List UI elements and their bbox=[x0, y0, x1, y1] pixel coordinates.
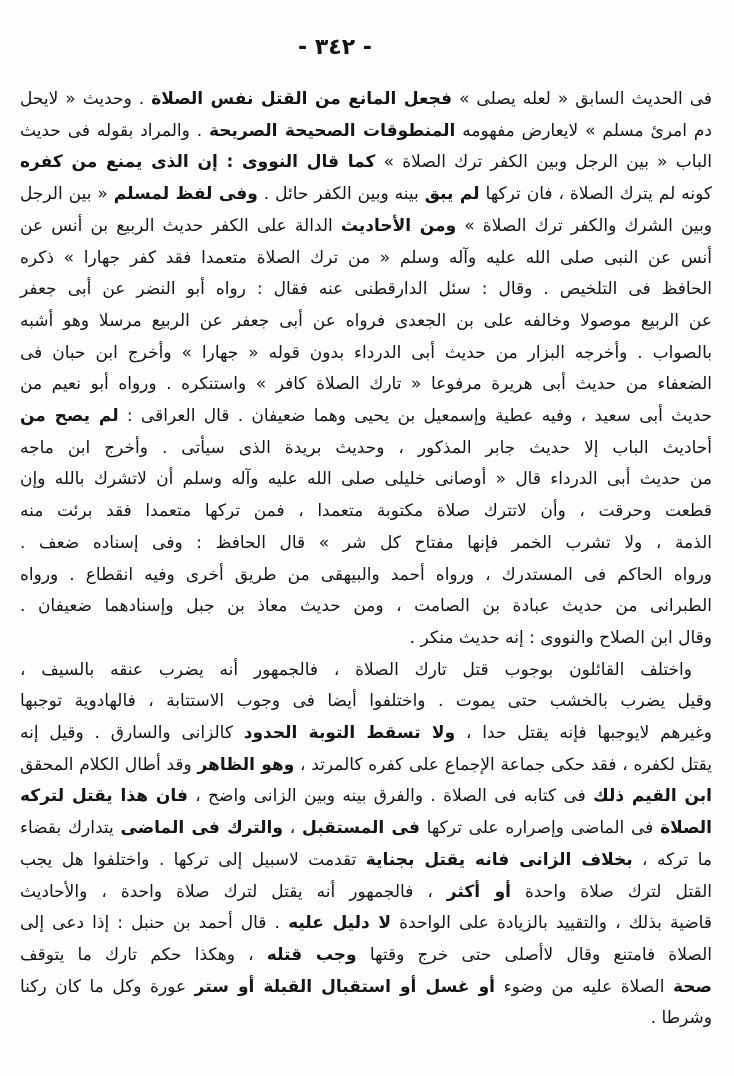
text-line bbox=[20, 401, 712, 433]
text-run: « بين الرجل bbox=[20, 184, 114, 205]
text-run: قطعت وحرقت ، وأن لاتترك صلاة مكتوبة متعمدا ، فمن تركها متعمدا فقد برئت منه bbox=[20, 501, 712, 522]
emphasized-text: وجب قتله bbox=[266, 944, 357, 965]
emphasized-text: فان هذا يقتل لتركه bbox=[20, 786, 188, 807]
text-run: قاضية بذلك ، والتقييد بالزيادة على الواحدة bbox=[391, 913, 712, 934]
text-run: الصلاة عليه من وضوء bbox=[495, 976, 673, 997]
text-run: دم امرئ مسلم » لايعارض مفهومه bbox=[455, 120, 712, 141]
text-line bbox=[20, 686, 712, 718]
text-run: وغيرهم لايوجبها فإنه يقتل حدا ، bbox=[455, 723, 712, 744]
text-run: ، bbox=[282, 818, 303, 839]
emphasized-text: لا دليل عليه bbox=[288, 913, 391, 934]
text-line bbox=[20, 211, 712, 243]
text-run: الدالة على الكفر حديث الربيع بن أنس عن bbox=[20, 215, 341, 236]
text-line bbox=[20, 274, 712, 306]
text-run: عن الربيع موصولا وخالفه على بن الجعدى فرواه عن أبى جعفر عن الربيع مرسلا وهو أشبه bbox=[20, 310, 712, 331]
text-run: . قال أحمد بن حنبل : إذا دعى إلى bbox=[20, 913, 289, 934]
text-line bbox=[20, 1003, 712, 1035]
text-run: وشرطا . bbox=[650, 1008, 712, 1029]
text-run: القتل لترك صلاة واحدة bbox=[511, 881, 712, 902]
text-run: الحافظ فى التلخيص . وقال : سئل الدارقطنى عنه فقال : رواه أبو النضر عن أبى جعفر bbox=[20, 279, 712, 300]
paragraph bbox=[20, 655, 712, 1035]
text-line bbox=[20, 813, 712, 845]
emphasized-text: أو أكثر bbox=[446, 881, 511, 902]
text-run: فى الماضى وإصراره على تركها bbox=[419, 818, 661, 839]
emphasized-text: ولا تسقط التوبة الحدود bbox=[243, 723, 456, 744]
emphasized-text: ابن القيم ذلك bbox=[593, 786, 713, 807]
text-run: الصلاة فامتنع وقال لاأصلى حتى خرج وقتها bbox=[356, 944, 712, 965]
text-line bbox=[20, 972, 712, 1004]
text-line bbox=[20, 179, 712, 211]
text-run: . والمراد بقوله فى حديث bbox=[20, 120, 209, 141]
page-number: - ٣٤٢ - bbox=[298, 35, 372, 60]
text-run: فى الحديث السابق « لعله يصلى » bbox=[451, 89, 712, 109]
emphasized-text: المنطوقات الصحيحة الصريحة bbox=[209, 120, 456, 141]
page-body-text bbox=[20, 84, 712, 1035]
text-run: ، وهكذا حكم تارك ما يتوقف bbox=[20, 944, 267, 965]
text-line bbox=[20, 84, 712, 116]
text-line bbox=[20, 877, 712, 909]
text-run: يتدارك بقضاء bbox=[20, 818, 121, 839]
emphasized-text: أو غسل أو استقبال القبلة أو ستر bbox=[194, 976, 496, 997]
emphasized-text: صحة bbox=[672, 976, 712, 997]
text-line bbox=[20, 306, 712, 338]
text-run: عورة وكل ما كان ركنا bbox=[20, 976, 195, 997]
text-run: بالصواب . وأخرجه البزار من حديث أبى الدرداء بدون قوله « جهارا » وأخرج ابن حبان فى bbox=[20, 342, 712, 363]
text-run: كونه لم يترك الصلاة ، فان تركها bbox=[479, 184, 712, 205]
emphasized-text: لم يصح من bbox=[20, 406, 119, 427]
text-line bbox=[20, 369, 712, 401]
emphasized-text: وهو الظاهر bbox=[197, 754, 295, 775]
text-run: وقد أطال الكلام المحقق bbox=[20, 754, 198, 775]
emphasized-text: وفى لفظ لمسلم bbox=[113, 184, 258, 205]
text-run: وقيل يضرب بالخشب حتى يموت . واختلفوا أيضا فى وجوب الاستتابة ، فالهادوية توجبها bbox=[20, 691, 712, 712]
text-line bbox=[20, 940, 712, 972]
text-line bbox=[20, 243, 712, 275]
text-line bbox=[20, 116, 712, 148]
text-line bbox=[20, 718, 712, 750]
emphasized-text: فى المستقبل bbox=[302, 818, 420, 839]
text-run: يقتل لكفره ، فقد حكى جماعة الإجماع على كفره كالمرتد ، bbox=[294, 754, 713, 775]
text-run: الضعفاء من حديث أبى هريرة مرفوعا « تارك الصلاة كافر » واستنكره . ورواه أبو نعيم من bbox=[20, 374, 712, 395]
text-run: كالزانى والسارق . وقيل إنه bbox=[20, 723, 244, 744]
text-line bbox=[20, 496, 712, 528]
text-line bbox=[20, 623, 712, 655]
text-line bbox=[20, 433, 712, 465]
emphasized-text: فجعل المانع من القتل نفس الصلاة bbox=[151, 89, 452, 109]
text-run: من حديث أبى الدرداء قال « أوصانى خليلى صلى الله عليه وآله وسلم أن لاتشرك بالله وإن bbox=[20, 469, 712, 490]
text-run: تقدمت لاسبيل إلى تركها . واختلفوا هل يجب bbox=[20, 849, 366, 870]
text-run: الذمة ، ولا تشرب الخمر فإنها مفتاح كل شر » قال الحافظ : وفى إسناده ضعف . bbox=[20, 532, 712, 553]
text-line bbox=[20, 655, 712, 687]
text-run: أنس عن النبى صلى الله عليه وآله وسلم « من ترك الصلاة متعمدا فقد كفر جهارا » ذكره bbox=[20, 247, 712, 268]
emphasized-text: لم يبق bbox=[424, 184, 480, 205]
text-run: وبين الشرك والكفر ترك الصلاة » bbox=[456, 215, 713, 236]
emphasized-text: كما قال النووى : إن الذى يمنع من كفره bbox=[20, 152, 376, 173]
text-run: واختلف القائلون بوجوب قتل تارك الصلاة ، فالجمهور أنه يضرب عنقه بالسيف ، bbox=[20, 659, 692, 680]
text-run: بينه وبين الكفر حائل . bbox=[257, 184, 425, 205]
text-run: أحاديث الباب إلا حديث جابر المذكور ، وحديث بريدة الذى سيأتى . وأخرج ابن ماجه bbox=[20, 437, 712, 458]
text-run: حديث أبى سعيد ، وفيه عطية وإسمعيل بن يحيى وهما ضعيفان . قال العراقى : bbox=[118, 406, 712, 427]
emphasized-text: ومن الأحاديث bbox=[340, 215, 457, 236]
emphasized-text: بخلاف الزانى فانه يقتل بجناية bbox=[365, 849, 633, 870]
text-line bbox=[20, 338, 712, 370]
text-line bbox=[20, 464, 712, 496]
paragraph bbox=[20, 84, 712, 655]
text-run: . وحديث « لايحل bbox=[20, 89, 152, 109]
text-run: ورواه الحاكم فى المستدرك ، ورواه أحمد والبيهقى من طريق أخرى وفيه انقطاع . ورواه bbox=[20, 564, 712, 585]
text-run: الباب « بين الرجل وبين الكفر ترك الصلاة » bbox=[375, 152, 712, 173]
text-line bbox=[20, 591, 712, 623]
text-run: الطبرانى من حديث عبادة بن الصامت ، ومن حديث معاذ بن جبل وإسنادهما ضعيفان . bbox=[20, 596, 712, 617]
emphasized-text: والترك فى الماضى bbox=[120, 818, 283, 839]
text-run: ، فالجمهور أنه يقتل لترك صلاة واحدة ، والأحاديث bbox=[20, 881, 447, 902]
text-line bbox=[20, 781, 712, 813]
text-line bbox=[20, 147, 712, 179]
text-line bbox=[20, 528, 712, 560]
text-line bbox=[20, 750, 712, 782]
text-line bbox=[20, 908, 712, 940]
text-run: وقال ابن الصلاح والنووى : إنه حديث منكر . bbox=[409, 627, 712, 648]
emphasized-text: الصلاة bbox=[660, 818, 712, 839]
text-line bbox=[20, 845, 712, 877]
text-run: فى كتابه فى الصلاة . والفرق بينه وبين الزانى واضح ، bbox=[187, 786, 594, 807]
text-run: ما تركه ، bbox=[632, 849, 712, 870]
text-line bbox=[20, 560, 712, 592]
